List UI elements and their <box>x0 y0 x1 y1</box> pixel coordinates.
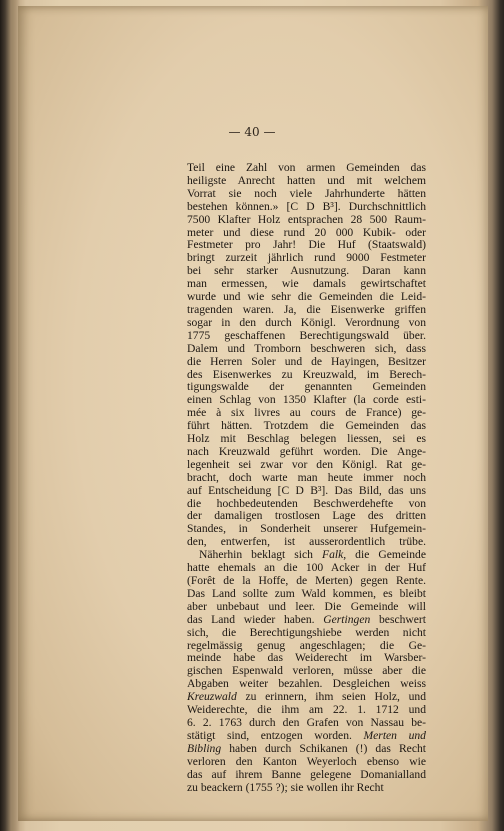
text-line: mée à six livres au cours de France) ge- <box>187 406 426 420</box>
text-line: Teil eine Zahl von armen Gemeinden das <box>187 161 426 174</box>
text-line <box>187 743 426 756</box>
text-run: zu erinnern, ihm seien Holz, und <box>236 690 426 704</box>
place-name-italic: Gertingen <box>323 612 371 626</box>
text-line <box>187 614 426 627</box>
text-line: einen Schlag von 1350 Klafter (la corde esti- <box>187 393 426 407</box>
text-line: sogar in den durch Königl. Verordnung von <box>187 315 426 329</box>
text-line: bestehen können.» [C D B³]. Durchschnittlich <box>187 199 426 213</box>
text-line: die hochbedeutenden Beschwerdehefte von <box>187 496 426 510</box>
text-line: Standes, in Sonderheit unserer Hufgemein- <box>187 522 426 536</box>
text-run: haben durch Schikanen (!) das Recht <box>221 741 426 755</box>
text-line: tragenden waren. Ja, die Eisenwerke griffen <box>187 302 426 316</box>
text-line: gischen Espenwald verloren, müsse aber die <box>187 664 426 678</box>
text-line: Vorrat sie noch viele Jahrhunderte hätten <box>187 186 426 200</box>
text-line: den, entwerfen, ist ausserordentlich trübe. <box>187 535 426 549</box>
text-line: verloren den Kanton Weyerloch ebenso wie <box>187 754 426 768</box>
text-line: bei sehr starker Ausnutzung. Daran kann <box>187 264 426 278</box>
text-line: sich, die Berechtigungshiebe werden nicht <box>187 625 426 639</box>
page-number: — 40 — <box>228 125 276 139</box>
text-line: führt hätten. Trotzdem die Gemeinden das <box>187 419 426 433</box>
text-line: Festmeter pro Jahr! Die Huf (Staatswald) <box>187 238 426 252</box>
place-name-italic: Falk, <box>322 548 347 562</box>
text-line: Weiderechte, die ihm am 22. 1. 1712 und <box>187 703 426 717</box>
text-run: stätigt sind, entzogen worden. <box>187 728 364 742</box>
text-line: meter und diese rund 20 000 Kubik- oder <box>187 225 426 239</box>
text-line: aber unbebaut und leer. Die Gemeinde will <box>187 599 426 613</box>
text-run: die Gemeinde <box>346 548 426 562</box>
text-line: Abgaben weiter bezahlen. Desgleichen weiss <box>187 677 426 691</box>
text-line: der damaligen trostlosen Lage des dritten <box>187 509 426 523</box>
text-line: nach Kreuzwald geführt worden. Die Ange- <box>187 444 426 458</box>
text-line: bringt zurzeit jährlich rund 9000 Festmeter <box>187 251 426 265</box>
text-line: man ermessen, wie damals gewirtschaftet <box>187 277 426 291</box>
place-name-italic: Bibling <box>187 741 222 755</box>
text-line: zu beackern (1755 ?); sie wollen ihr Recht <box>187 780 384 794</box>
text-run: das Land wieder haben. <box>187 612 324 626</box>
text-line: bracht, doch warte man heute immer noch <box>187 470 426 484</box>
text-line: 1775 geschaffenen Berechtigungswald über. <box>187 328 426 342</box>
text-line: meinde habe das Weiderecht im Warsber- <box>187 651 426 665</box>
text-line: legenheit sei zwar vor den Königl. Rat ge- <box>187 457 426 471</box>
place-name-italic: Merten und <box>363 728 426 742</box>
text-run: Näherhin beklagt sich <box>199 548 322 562</box>
place-name-italic: Kreuzwald <box>187 690 237 704</box>
text-line: 6. 2. 1763 durch den Grafen von Nassau be- <box>187 715 426 729</box>
text-line: Dalem und Tromborn beschweren sich, dass <box>187 341 426 355</box>
text-line: (Forêt de la Hoffe, de Merten) gegen Rente. <box>187 574 426 587</box>
text-line: hatte ehemals an die 100 Acker in der Huf <box>187 561 426 575</box>
text-line: Holz mit Beschlag belegen liessen, sei es <box>187 432 426 446</box>
text-line: tigungswalde der genannten Gemeinden <box>187 380 426 394</box>
text-line: Das Land sollte zum Wald kommen, es bleibt <box>187 586 426 600</box>
text-line: das auf ihrem Banne gelegene Domanialland <box>187 767 426 781</box>
text-line: wurde und wie sehr die Gemeinden die Leid- <box>187 290 426 304</box>
text-line: die Herren Soler und de Hayingen, Besitzer <box>187 354 426 368</box>
text-line: auf Entscheidung [C D B³]. Das Bild, das uns <box>187 483 426 497</box>
body-text <box>187 162 426 794</box>
text-line: des Eisenwerkes zu Kreuzwald, im Berech- <box>187 367 426 381</box>
text-line: regelmässig genug angeschlagen; die Ge- <box>187 638 426 652</box>
text-line: 7500 Klafter Holz entsprachen 28 500 Raum- <box>187 212 426 226</box>
text-line: heiligste Anrecht hatten und mit welchem <box>187 173 426 187</box>
text-run: beschwert <box>370 612 426 626</box>
